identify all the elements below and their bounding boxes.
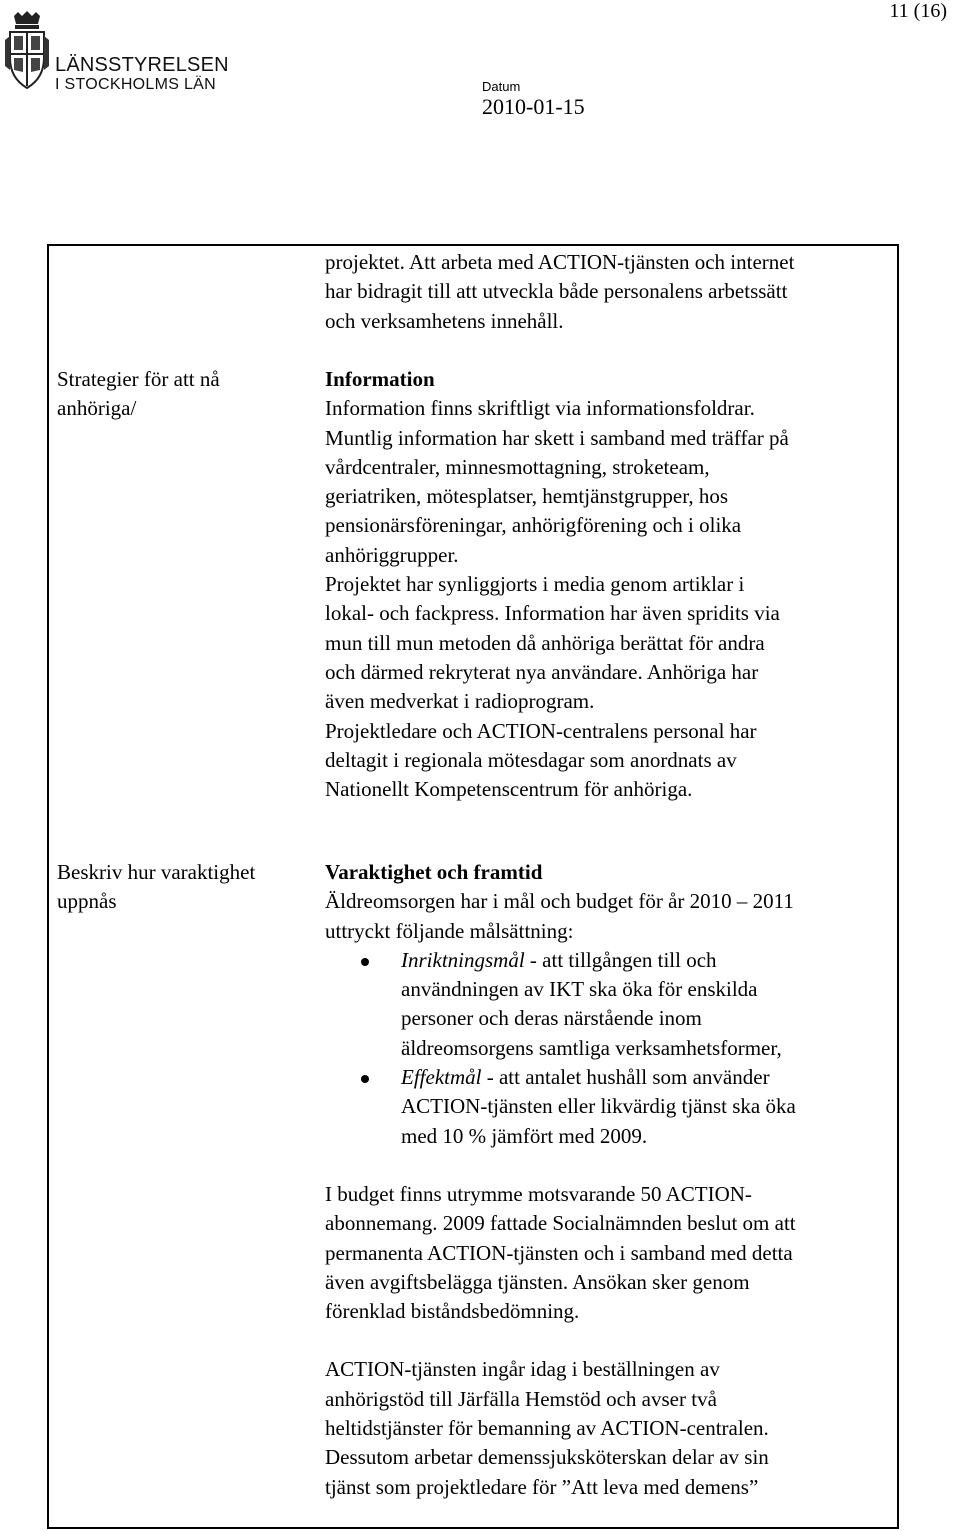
label-line: uppnås bbox=[57, 889, 117, 913]
text-line: anhörigstöd till Järfälla Hemstöd och avser två bbox=[325, 1386, 717, 1411]
goal-text: äldreomsorgens samtliga verksamhetsformer, bbox=[401, 1035, 782, 1060]
section-heading: Information bbox=[325, 367, 435, 391]
text-line: även medverkat i radioprogram. bbox=[325, 689, 595, 714]
bullet-icon bbox=[361, 958, 369, 966]
text-line: deltagit i regionala mötesdagar som anordnats av bbox=[325, 747, 737, 772]
goal-text: ACTION-tjänsten eller likvärdig tjänst ska öka bbox=[401, 1094, 796, 1119]
text-line: Muntlig information har skett i samband med träffar på bbox=[325, 425, 789, 450]
text-line: även avgiftsbelägga tjänsten. Ansökan sker genom bbox=[325, 1269, 750, 1294]
text-line: projektet. Att arbeta med ACTION-tjänsten och internet bbox=[325, 250, 795, 274]
text-line: Äldreomsorgen har i mål och budget för år 2010 – 2011 bbox=[325, 889, 794, 914]
row3-content bbox=[325, 858, 895, 1502]
goal-text: användningen av IKT ska öka för enskilda bbox=[401, 977, 758, 1002]
label-line: Beskriv hur varaktighet bbox=[57, 860, 256, 884]
text-line: Nationellt Kompetenscentrum för anhöriga. bbox=[325, 777, 693, 802]
text-line: geriatriken, mötesplatser, hemtjänstgrupper, hos bbox=[325, 484, 729, 509]
text-line: uttryckt följande målsättning: bbox=[325, 918, 574, 943]
text-line: permanenta ACTION-tjänsten och i samband med detta bbox=[325, 1240, 793, 1265]
goal-text: - att tillgången till och bbox=[524, 947, 717, 972]
paragraph-gap bbox=[325, 1326, 895, 1355]
row2-content bbox=[325, 365, 895, 804]
row1-content bbox=[325, 248, 895, 336]
text-line: Information finns skriftligt via informationsfoldrar. bbox=[325, 396, 755, 421]
goals-list bbox=[325, 946, 895, 1151]
date-block bbox=[482, 79, 585, 120]
list-item bbox=[325, 946, 895, 1063]
date-value: 2010-01-15 bbox=[482, 94, 585, 119]
page-number: 11 (16) bbox=[889, 0, 947, 22]
bullet-icon bbox=[361, 1075, 369, 1083]
paragraph-gap bbox=[325, 1151, 895, 1180]
text-line: och därmed rekryterat nya användare. Anhöriga har bbox=[325, 659, 759, 684]
label-line: anhöriga/ bbox=[57, 396, 137, 420]
text-line: heltidstjänster för bemanning av ACTION-centralen. bbox=[325, 1416, 769, 1441]
text-line: abonnemang. 2009 fattade Socialnämnden beslut om att bbox=[325, 1211, 796, 1236]
text-line: förenklad biståndsbedömning. bbox=[325, 1299, 580, 1324]
text-line: vårdcentraler, minnesmottagning, stroketeam, bbox=[325, 454, 710, 479]
goal-text: med 10 % jämfört med 2009. bbox=[401, 1123, 648, 1148]
goal-text: personer och deras närstående inom bbox=[401, 1006, 702, 1031]
logo-name: LÄNSSTYRELSEN bbox=[55, 54, 229, 76]
date-label: Datum bbox=[482, 79, 521, 94]
text-line: Dessutom arbetar demenssjuksköterskan delar av sin bbox=[325, 1445, 769, 1470]
row3-label bbox=[57, 858, 307, 916]
text-line: Projektet har synliggjorts i media genom artiklar i bbox=[325, 572, 745, 597]
goal-text: - att antalet hushåll som använder bbox=[481, 1065, 770, 1090]
text-line: tjänst som projektledare för ”Att leva med demens” bbox=[325, 1474, 759, 1499]
county-board-logo bbox=[4, 10, 244, 93]
text-line: pensionärsföreningar, anhörigförening och i olika bbox=[325, 513, 742, 538]
row2-label bbox=[57, 365, 307, 423]
text-line: och verksamhetens innehåll. bbox=[325, 308, 564, 333]
logo-subname: I STOCKHOLMS LÄN bbox=[55, 76, 216, 93]
section-heading: Varaktighet och framtid bbox=[325, 860, 543, 884]
text-line: ACTION-tjänsten ingår idag i beställningen av bbox=[325, 1357, 720, 1382]
text-line: lokal- och fackpress. Information har även spridits via bbox=[325, 601, 780, 626]
text-line: Projektledare och ACTION-centralens personal har bbox=[325, 718, 757, 743]
text-line: mun till mun metoden då anhöriga berättat för andra bbox=[325, 630, 765, 655]
list-item bbox=[325, 1063, 895, 1151]
content-table bbox=[47, 244, 899, 1529]
coat-of-arms-icon bbox=[4, 10, 50, 90]
text-line: anhöriggrupper. bbox=[325, 542, 459, 567]
goal-term: Effektmål bbox=[401, 1065, 482, 1090]
goal-term: Inriktningsmål bbox=[401, 947, 525, 972]
text-line: har bidragit till att utveckla både personalens arbetssätt bbox=[325, 279, 788, 304]
text-line: I budget finns utrymme motsvarande 50 ACTION- bbox=[325, 1181, 752, 1206]
label-line: Strategier för att nå bbox=[57, 367, 220, 391]
